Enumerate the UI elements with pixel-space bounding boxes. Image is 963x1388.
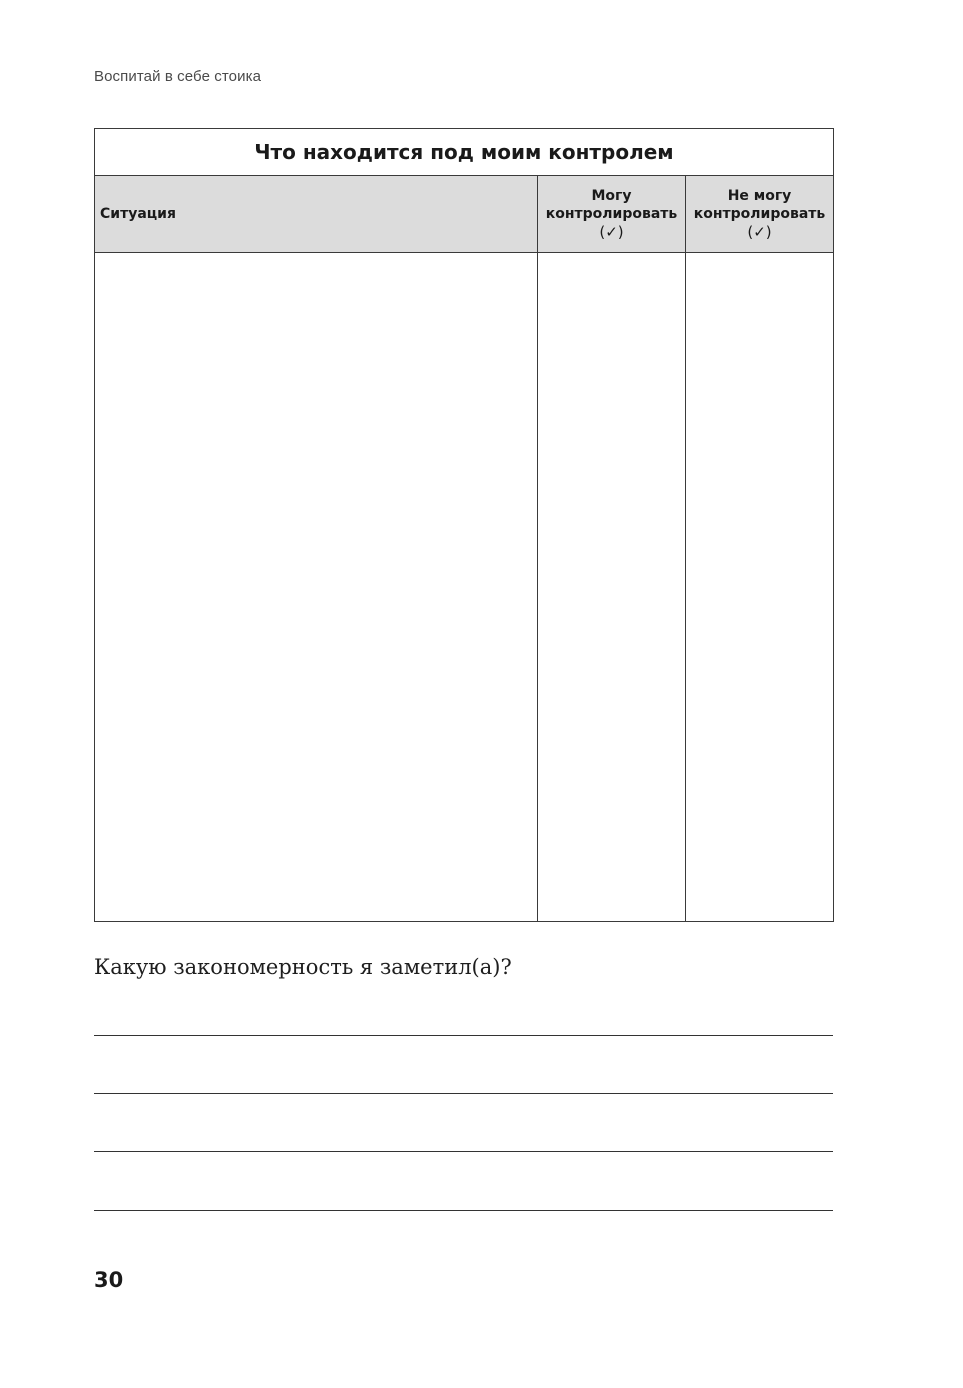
column-header-can-control [538,176,686,253]
table-header-row [95,176,834,253]
column-header-cannot-control-line1: Не могу [727,188,792,204]
column-header-situation-label: Ситуация [100,206,176,222]
column-header-can-control-line1: Могу [591,188,632,204]
column-header-cannot-control [686,176,834,253]
answer-line[interactable] [94,1035,833,1036]
page-number: 30 [94,1268,124,1292]
check-mark-icon: (✓) [747,223,772,241]
column-header-situation [95,176,538,253]
situation-cell[interactable] [95,253,538,922]
control-table [94,128,834,922]
column-header-cannot-control-line2: контролировать [693,206,826,222]
answer-line[interactable] [94,1210,833,1211]
cannot-control-cell[interactable] [686,253,834,922]
table-row [95,253,834,922]
table-title: Что находится под моим контролем [95,129,834,176]
answer-line[interactable] [94,1151,833,1152]
question-prompt: Какую закономерность я заметил(а)? [94,955,512,979]
can-control-cell[interactable] [538,253,686,922]
answer-line[interactable] [94,1093,833,1094]
check-mark-icon: (✓) [599,223,624,241]
table-title-row [95,129,834,176]
running-header: Воспитай в себе стоика [94,68,262,85]
column-header-can-control-line2: контролировать [545,206,678,222]
